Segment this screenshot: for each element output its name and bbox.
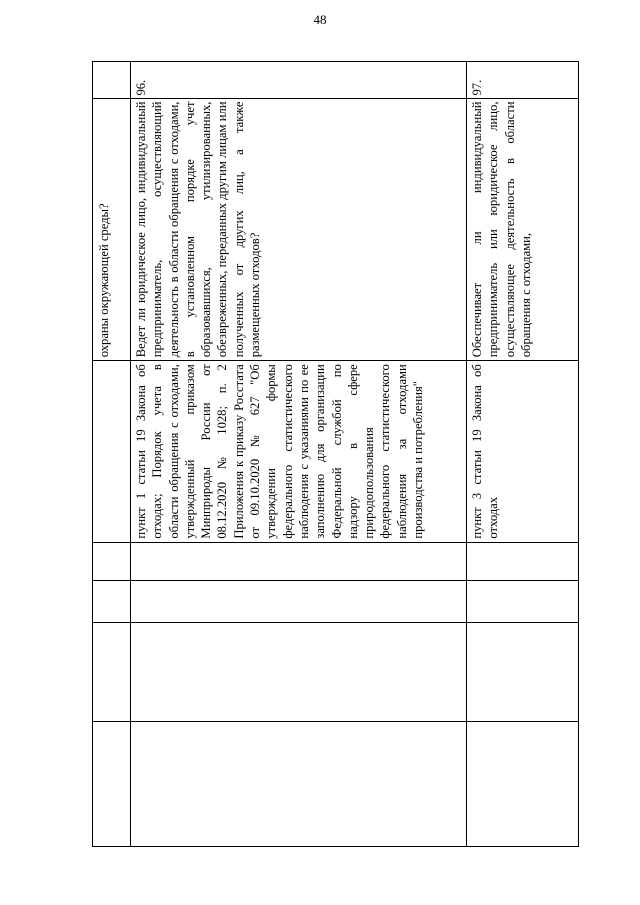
row-number: 96. [131,62,467,99]
row-number: 97. [467,62,579,99]
legal-basis-item: Порядок учета в области обращения с отходами, утвержденный приказом Минприроды России от 08.12.2020 № 1028; [150,364,230,539]
table-cell [131,721,467,846]
rotated-table-container [92,61,578,847]
legal-basis-cell [467,361,579,542]
legal-basis-cell [131,361,467,542]
table-cell [93,581,131,623]
table-cell [131,581,467,623]
question-cell: Обеспечивает ли индивидуальный предприниматель или юридическое лицо, осуществляющее деятельность в области обращения с отходами, [467,98,579,361]
legal-basis-item: пункт 1 статьи 19 Закона об отходах; [134,364,165,539]
table-cell [467,721,579,846]
table-cell [131,542,467,581]
legal-basis-item: п. 2 Приложения к приказу Росстата от 09.10.2020 № 627 "Об утверждении формы федерального статистического наблюдения с указаниями по ее заполнению для организации Федеральной службой по надзору в сфере природопользования федерального статистического наблюдения за отходами производства и потребления" [215,364,426,539]
table-row [131,62,467,847]
table-cell [93,361,131,542]
section-continuation-text: охраны окружающей среды? [93,98,131,361]
table-cell [467,581,579,623]
legal-basis-item: пункт 3 статьи 19 Закона об отходах [470,364,501,539]
table-cell [467,542,579,581]
table-cell [93,721,131,846]
table-cell [93,62,131,99]
table-cell [467,622,579,721]
table-cell [93,542,131,581]
table-cell [93,622,131,721]
table-row [93,62,131,847]
question-cell: Ведет ли юридическое лицо, индивидуальный предприниматель, осуществляющий деятельность в области обращения с отходами, в установленном порядке учет образовавшихся, утилизированных, обезвреженных, переданных другим лицам или полученных от других лиц, а также размещенных отходов? [131,98,467,361]
requirements-table [92,61,579,847]
table-cell [131,622,467,721]
table-row [467,62,579,847]
page-number: 48 [313,12,327,27]
